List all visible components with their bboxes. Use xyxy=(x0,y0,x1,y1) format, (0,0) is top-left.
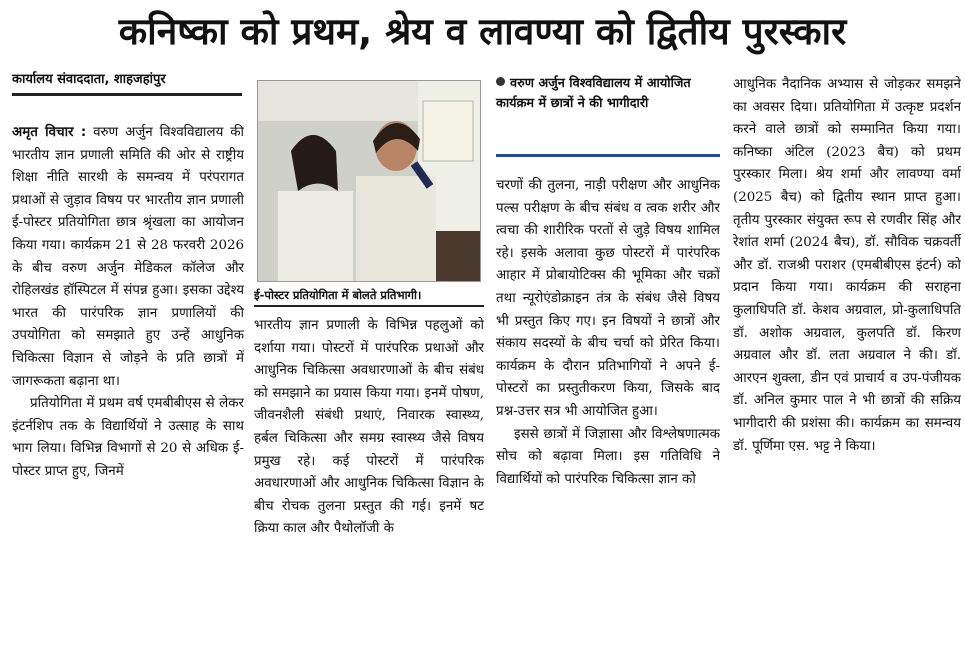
highlight-box xyxy=(496,74,720,157)
photo-illustration xyxy=(258,81,480,281)
news-photo xyxy=(257,80,481,282)
article-column-1 xyxy=(12,122,244,656)
photo-caption: ई-पोस्टर प्रतियोगिता में बोलते प्रतिभागी। xyxy=(254,285,484,307)
paragraph: प्रतियोगिता में प्रथम वर्ष एमबीबीएस से लेकर इंटर्नशिप तक के विद्यार्थियों ने उत्साह के साथ भाग लिया। विभिन्न विभागों से 20 से अधिक ई-पोस्टर प्राप्त हुए, जिनमें xyxy=(12,396,244,479)
paragraph-lead xyxy=(12,122,244,393)
paragraph: भारतीय ज्ञान प्रणाली के विभिन्न पहलुओं को दर्शाया गया। पोस्टरों में पारंपरिक प्रथाओं और आधुनिक चिकित्सा अवधारणाओं के बीच संबंध को समझाने का प्रयास किया गया। इनमें पोषण, जीवनशैली संबंधी प्रथाएं, निवारक स्वास्थ्य, हर्बल चिकित्सा और समग्र स्वास्थ्य जैसे विषय प्रमुख रहे। कई पोस्टरों में पारंपरिक अवधारणाओं और आधुनिक चिकित्सा विज्ञान के बीच रोचक तुलना प्रस्तुत की गई। इनमें षट क्रिया काल और पैथोलॉजी के xyxy=(254,318,484,537)
highlight-text: वरुण अर्जुन विश्वविद्यालय में आयोजित कार्यक्रम में छात्रों ने की भागीदारी xyxy=(496,76,691,111)
article-column-2 xyxy=(254,315,484,656)
bullet-icon xyxy=(496,77,505,86)
paragraph: आधुनिक नैदानिक अभ्यास से जोड़कर समझने का अवसर दिया। प्रतियोगिता में उत्कृष्ट प्रदर्शन करने वाले छात्रों को सम्मानित किया गया। कनिष्का अंटिल (2023 बैच) को प्रथम पुरस्कार मिला। श्रेय शर्मा और लावण्या वर्मा (2025 बैच) को द्वितीय स्थान प्राप्त हुआ। तृतीय पुरस्कार संयुक्त रूप से रणवीर सिंह और रेशांत शर्मा (2024 बैच), डॉ. सौविक चक्रवर्ती और डॉ. राजश्री पराशर (एमबीबीएस इंटर्न) को प्रदान किया गया। कार्यक्रम की सराहना कुलाधिपति डॉ. केशव अग्रवाल, प्रो-कुलाधिपति डॉ. अशोक अग्रवाल, कुलपति डॉ. किरण अग्रवाल और डॉ. लता अग्रवाल ने की। डॉ. आरएन शुक्ला, डीन एवं प्राचार्य व उप-पंजीयक डॉ. अनिल कुमार पाल ने भी छात्रों की सक्रिय भागीदारी की प्रशंसा की। कार्यक्रम का समन्वय डॉ. पूर्णिमा एस. भट्ट ने किया। xyxy=(733,77,961,454)
paragraph: चरणों की तुलना, नाड़ी परीक्षण और आधुनिक पल्स परीक्षण के बीच संबंध व त्वक शरीर और त्वचा की शारीरिक परतों से जुड़े विषय शामिल रहे। इसके अलावा कुछ पोस्टरों में पारंपरिक आहार में प्रोबायोटिक्स की भूमिका और चक्रों तथा न्यूरोएंडोक्राइन तंत्र के संबंध जैसे विषय भी प्रस्तुत किए गए। इन विषयों ने छात्रों और संकाय सदस्यों के बीच चर्चा को प्रेरित किया। कार्यक्रम के दौरान प्रतिभागियों ने अपने ई-पोस्टरों का प्रस्तुतीकरण किया, जिसके बाद प्रश्न-उत्तर सत्र भी आयोजित हुआ। xyxy=(496,178,720,419)
headline: कनिष्का को प्रथम, श्रेय व लावण्या को द्वितीय पुरस्कार xyxy=(118,10,847,53)
lead-label: अमृत विचार : xyxy=(12,125,87,140)
paragraph-text: वरुण अर्जुन विश्वविद्यालय की भारतीय ज्ञान प्रणाली समिति की ओर से राष्ट्रीय शिक्षा नीति सारथी के समन्वय में परंपरागत प्रथाओं से जुड़ाव विषय पर भारतीय ज्ञान प्रणाली ई-पोस्टर प्रतियोगिता छात्र श्रृंखला का आयोजन किया गया। कार्यक्रम 21 से 28 फरवरी 2026 के बीच वरुण अर्जुन मेडिकल कॉलेज और रोहिलखंड हॉस्पिटल में संपन्न हुआ। इसका उद्देश्य भारत की पारंपरिक ज्ञान प्रणालियों की उपयोगिता को समझाते हुए उन्हें आधुनिक चिकित्सा विज्ञान से जोड़ने के प्रति छात्रों में जागरूकता बढ़ाना था। xyxy=(12,125,244,389)
paragraph: इससे छात्रों में जिज्ञासा और विश्लेषणात्मक सोच को बढ़ावा मिला। इस गतिविधि ने विद्यार्थियों को पारंपरिक चिकित्सा ज्ञान को xyxy=(496,426,720,487)
byline: कार्यालय संवाददाता, शाहजहांपुर xyxy=(12,70,242,96)
article-column-3 xyxy=(496,175,720,656)
article-column-4 xyxy=(733,74,961,656)
